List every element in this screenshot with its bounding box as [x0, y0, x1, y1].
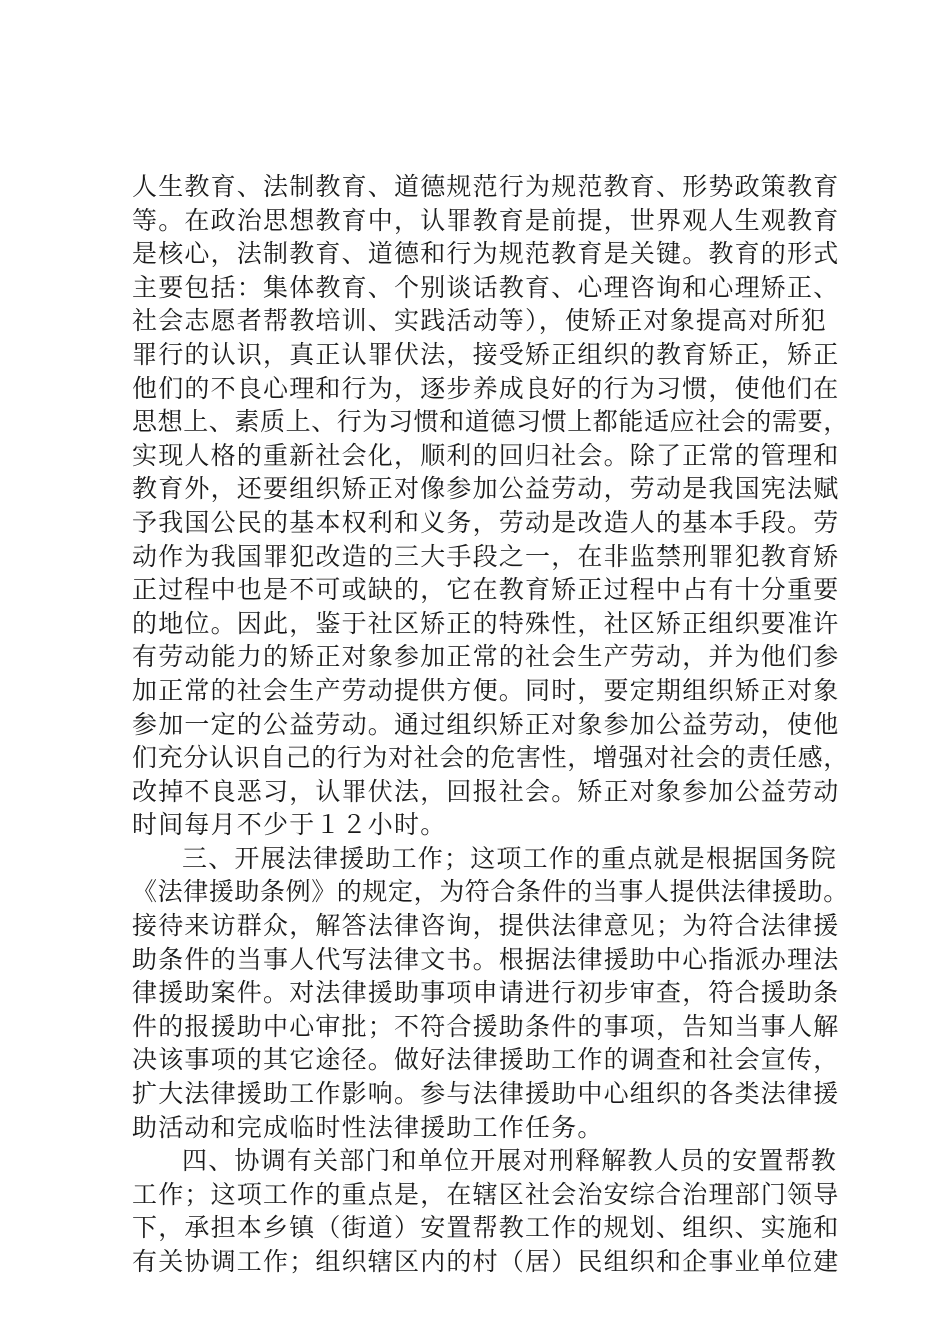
- text-line: 主要包括：集体教育、个别谈话教育、心理咨询和心理矫正、: [132, 272, 840, 302]
- text-line: 下，承担本乡镇（街道）安置帮教工作的规划、组织、实施和: [132, 1213, 840, 1243]
- paragraph-education: [132, 170, 852, 842]
- paragraph-resettlement: [132, 1144, 852, 1278]
- text-line: 等。在政治思想教育中，认罪教育是前提，世界观人生观教育: [132, 205, 840, 235]
- text-line: 社会志愿者帮教培训、实践活动等），使矫正对象提高对所犯: [132, 306, 827, 336]
- text-line: 助活动和完成临时性法律援助工作任务。: [132, 1112, 604, 1142]
- text-line: 参加一定的公益劳动。通过组织矫正对象参加公益劳动，使他: [132, 709, 840, 739]
- text-line: 《法律援助条例》的规定，为符合条件的当事人提供法律援助。: [132, 877, 849, 907]
- text-line: 人生教育、法制教育、道德规范行为规范教育、形势政策教育: [132, 172, 840, 201]
- text-line: 工作；这项工作的重点是，在辖区社会治安综合治理部门领导: [132, 1179, 840, 1209]
- text-line: 思想上、素质上、行为习惯和道德习惯上都能适应社会的需要，: [132, 407, 849, 437]
- text-line: 教育外，还要组织矫正对像参加公益劳动，劳动是我国宪法赋: [132, 474, 840, 504]
- text-line: 决该事项的其它途径。做好法律援助工作的调查和社会宣传，: [132, 1045, 840, 1075]
- text-line: 罪行的认识，真正认罪伏法，接受矫正组织的教育矫正，矫正: [132, 339, 840, 369]
- text-line: 动作为我国罪犯改造的三大手段之一，在非监禁刑罪犯教育矫: [132, 541, 840, 571]
- text-line: 时间每月不少于１２小时。: [132, 810, 447, 840]
- text-line: 们充分认识自己的行为对社会的危害性，增强对社会的责任感，: [132, 743, 849, 773]
- text-line: 实现人格的重新社会化，顺利的回归社会。除了正常的管理和: [132, 440, 840, 470]
- text-line: 律援助案件。对法律援助事项申请进行初步审查，符合援助条: [132, 978, 840, 1008]
- text-line: 件的报援助中心审批；不符合援助条件的事项，告知当事人解: [132, 1011, 840, 1041]
- document-body: [132, 170, 852, 1279]
- text-line: 扩大法律援助工作影响。参与法律援助中心组织的各类法律援: [132, 1079, 840, 1109]
- text-line: 正过程中也是不可或缺的，它在教育矫正过程中占有十分重要: [132, 575, 840, 605]
- paragraph-legal-aid: [132, 842, 852, 1144]
- text-line: 四、协调有关部门和单位开展对刑释解教人员的安置帮教: [182, 1146, 838, 1176]
- text-line: 三、开展法律援助工作；这项工作的重点就是根据国务院: [182, 843, 838, 873]
- text-line: 加正常的社会生产劳动提供方便。同时，要定期组织矫正对象: [132, 675, 840, 705]
- text-line: 有关协调工作；组织辖区内的村（居）民组织和企事业单位建: [132, 1247, 840, 1276]
- text-line: 他们的不良心理和行为，逐步养成良好的行为习惯，使他们在: [132, 373, 840, 403]
- text-line: 是核心，法制教育、道德和行为规范教育是关键。教育的形式: [132, 239, 840, 269]
- text-line: 接待来访群众，解答法律咨询，提供法律意见；为符合法律援: [132, 911, 840, 941]
- text-line: 改掉不良恶习，认罪伏法，回报社会。矫正对象参加公益劳动: [132, 776, 840, 806]
- text-line: 助条件的当事人代写法律文书。根据法律援助中心指派办理法: [132, 944, 840, 974]
- text-line: 予我国公民的基本权利和义务，劳动是改造人的基本手段。劳: [132, 507, 840, 537]
- text-line: 的地位。因此，鉴于社区矫正的特殊性，社区矫正组织要准许: [132, 608, 840, 638]
- text-line: 有劳动能力的矫正对象参加正常的社会生产劳动，并为他们参: [132, 642, 840, 672]
